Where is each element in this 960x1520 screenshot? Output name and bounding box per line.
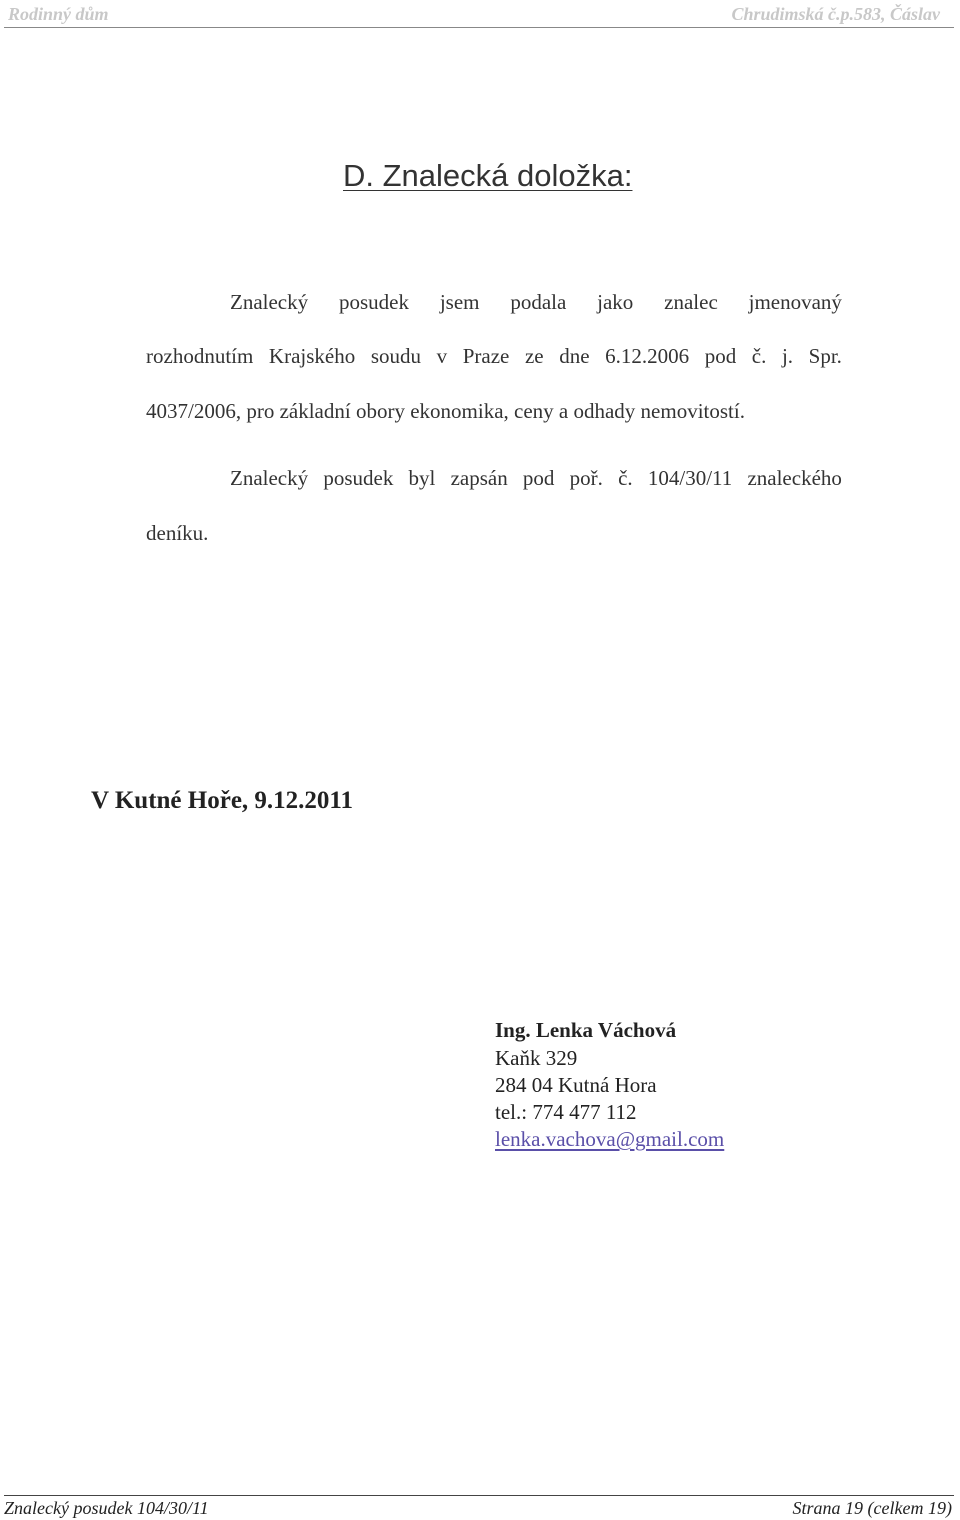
expert-email-link[interactable]: lenka.vachova@gmail.com	[495, 1127, 725, 1151]
word: ze	[524, 344, 544, 368]
word: pod	[522, 466, 555, 490]
word: Spr.	[808, 344, 842, 368]
word: jmenovaný	[748, 290, 842, 314]
footer-page-number: Strana 19 (celkem 19)	[792, 1498, 952, 1518]
word: jako	[597, 290, 634, 314]
footer-document-id: Znalecký posudek 104/30/11	[4, 1498, 209, 1518]
word: č.	[618, 466, 633, 490]
word: č.	[751, 344, 767, 368]
header-document-type: Rodinný dům	[8, 4, 109, 24]
expert-street: Kaňk 329	[495, 1046, 578, 1070]
section-title: D. Znalecká doložka:	[343, 158, 633, 193]
expert-phone: tel.: 774 477 112	[495, 1100, 637, 1124]
place-and-date: V Kutné Hoře, 9.12.2011	[91, 787, 354, 814]
word: pod	[704, 344, 737, 368]
paragraph1-line1	[230, 290, 842, 315]
word: soudu	[370, 344, 422, 368]
word: zapsán	[450, 466, 508, 490]
word: byl	[408, 466, 436, 490]
word: Znalecký	[230, 466, 309, 490]
expert-city: 284 04 Kutná Hora	[495, 1073, 657, 1097]
word: podala	[510, 290, 567, 314]
word: 6.12.2006	[605, 344, 690, 368]
paragraph2-line2: deníku.	[146, 521, 209, 545]
word: 104/30/11	[647, 466, 733, 490]
word: posudek	[323, 466, 394, 490]
header-address: Chrudimská č.p.583, Čáslav	[731, 4, 940, 24]
word: Praze	[462, 344, 510, 368]
word: jsem	[439, 290, 480, 314]
word: posudek	[338, 290, 409, 314]
word: znaleckého	[747, 466, 842, 490]
word: Krajského	[268, 344, 356, 368]
word: poř.	[569, 466, 603, 490]
word: j.	[781, 344, 794, 368]
word: Znalecký	[230, 290, 309, 314]
expert-name: Ing. Lenka Váchová	[495, 1018, 677, 1042]
word: v	[436, 344, 448, 368]
word: znalec	[664, 290, 718, 314]
word: dne	[559, 344, 590, 368]
word: rozhodnutím	[146, 344, 254, 368]
page-header	[4, 3, 954, 28]
page-footer	[4, 1495, 954, 1520]
paragraph2-line1	[230, 466, 842, 491]
paragraph1-line3: 4037/2006, pro základní obory ekonomika, ceny a odhady nemovitostí.	[146, 399, 745, 423]
paragraph1-line2	[146, 344, 842, 369]
